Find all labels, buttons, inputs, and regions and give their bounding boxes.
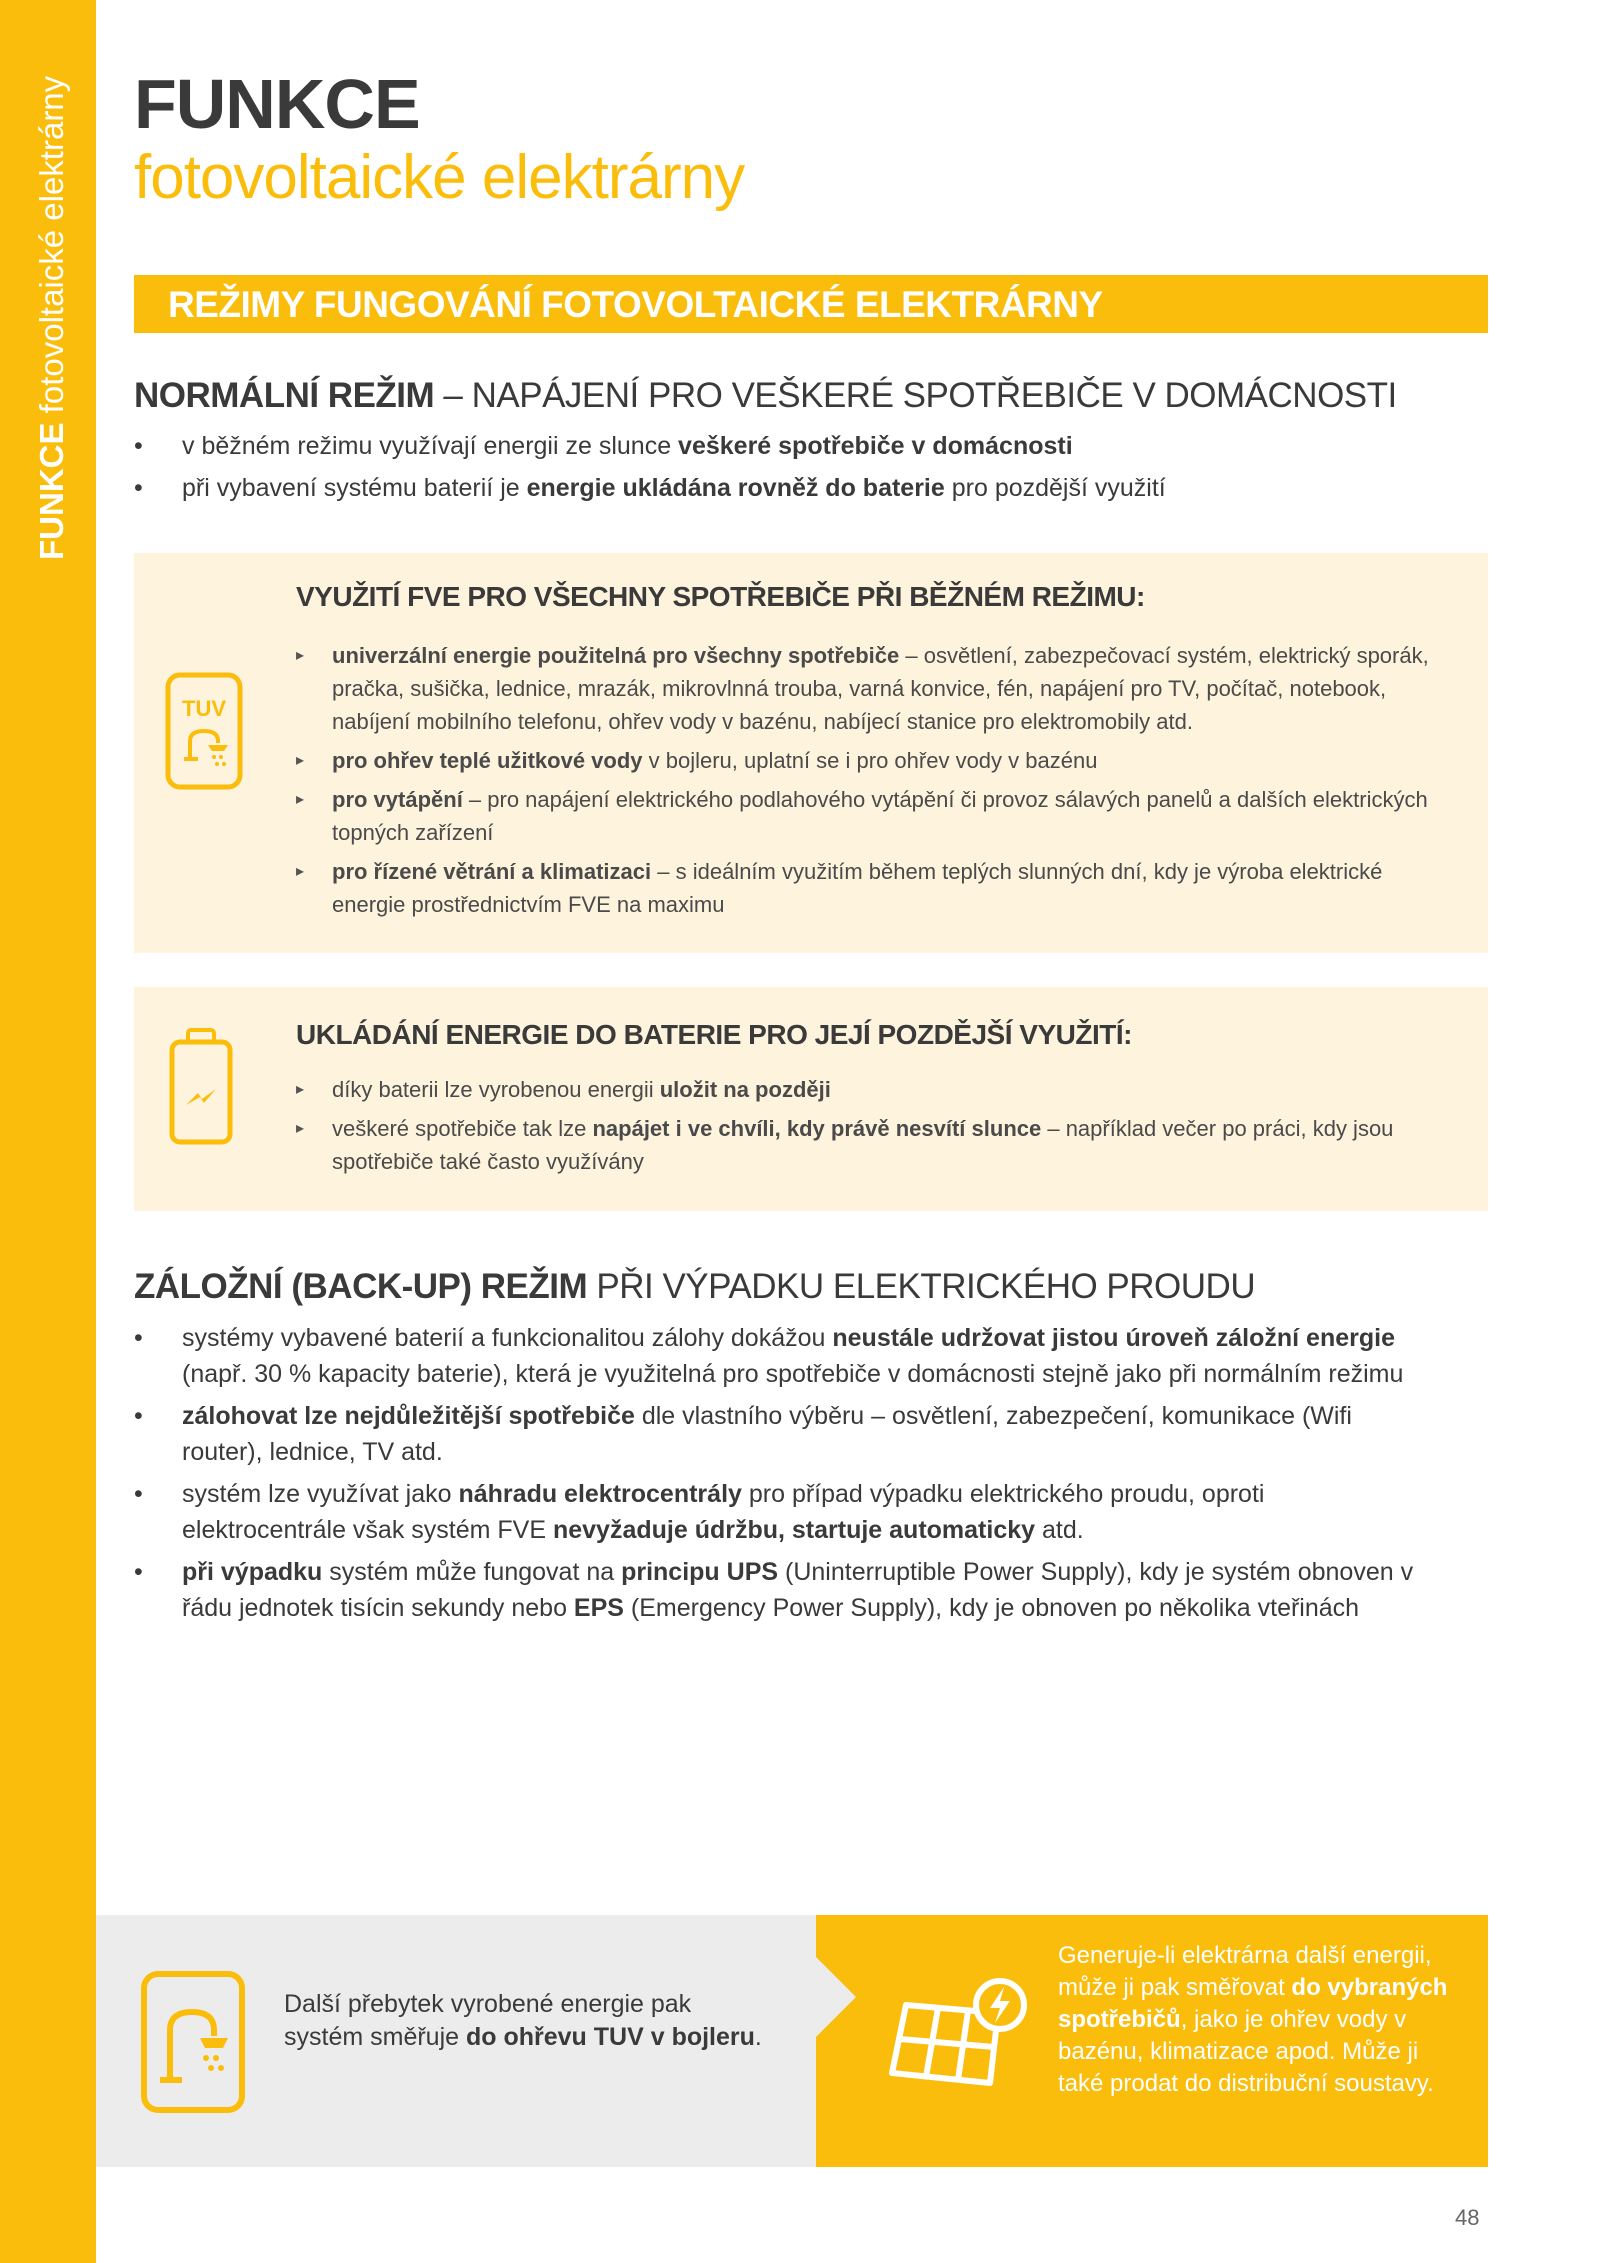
- panel-arrow: [816, 1957, 856, 2037]
- bold-text: uložit na později: [659, 1077, 831, 1102]
- page-number: 48: [1455, 2205, 1480, 2230]
- list-item: [134, 1554, 1434, 1626]
- gray-panel-text: [284, 1988, 764, 2054]
- text: – například večer po práci, kdy jsou spotřebiče také často využívány: [332, 1116, 1394, 1174]
- bold-text: veškeré spotřebiče v domácnosti: [678, 432, 1073, 460]
- bold-text: neustále udržovat jistou úroveň záložní energie: [832, 1324, 1395, 1352]
- text: systémy vybavené baterií a funkcionalitou zálohy dokážou: [182, 1324, 833, 1352]
- text: systém může fungovat na: [322, 1558, 622, 1586]
- battery-storage-list: [296, 1073, 1446, 1184]
- side-title: [34, 40, 70, 560]
- text: v běžném režimu využívají energii ze slunce: [182, 432, 679, 460]
- bold-text: zálohovat lze nejdůležitější spotřebiče: [182, 1402, 635, 1430]
- list-item: [296, 744, 1446, 777]
- text: dle vlastního výběru – osvětlení, zabezpečení, komunikace (Wifi router), lednice, TV atd.: [182, 1402, 1352, 1466]
- text: Další přebytek vyrobené energie pak systém směřuje: [284, 1990, 692, 2051]
- text: systém lze využívat jako: [182, 1480, 459, 1508]
- bold-text: energie ukládána rovněž do baterie: [526, 474, 945, 502]
- text: díky baterii lze vyrobenou energii: [332, 1077, 660, 1102]
- text: – pro napájení elektrického podlahového vytápění či provoz sálavých panelů a dalších elektrických topných zařízení: [332, 787, 1428, 845]
- list-item: [296, 1112, 1446, 1178]
- solar-panel-icon: [882, 1975, 1032, 2093]
- bold-text: principu UPS: [621, 1558, 779, 1586]
- list-item: [134, 1398, 1434, 1470]
- tuv-label: TUV: [182, 696, 226, 721]
- page-title: FUNKCE: [134, 65, 420, 143]
- backup-mode-heading: [134, 1265, 1255, 1309]
- fve-usage-heading: VYUŽITÍ FVE PRO VŠECHNY SPOTŘEBIČE PŘI BĚŽNÉM REŽIMU:: [296, 581, 1145, 612]
- page-subtitle: fotovoltaické elektrárny: [134, 143, 745, 212]
- banner-text: REŽIMY FUNGOVÁNÍ FOTOVOLTAICKÉ ELEKTRÁRNY: [168, 284, 1103, 325]
- backup-heading-rest: PŘI VÝPADKU ELEKTRICKÉHO PROUDU: [587, 1267, 1256, 1306]
- fve-usage-box: [134, 553, 1488, 953]
- text: (Uninterruptible Power Supply), kdy je systém obnoven v řádu jednotek tisícin sekundy nebo: [182, 1558, 1414, 1622]
- side-title-light: fotovoltaické elektrárny: [33, 75, 70, 414]
- text: veškeré spotřebiče tak lze: [332, 1116, 593, 1141]
- text: při vybavení systému baterií je: [182, 474, 527, 502]
- bold-text: napájet i ve chvíli, kdy právě nesvítí slunce: [592, 1116, 1042, 1141]
- bold-text: EPS: [573, 1594, 624, 1622]
- list-item: [134, 428, 1464, 464]
- bold-text: do ohřevu TUV v bojleru: [465, 2023, 755, 2051]
- battery-icon: [168, 1027, 234, 1147]
- boiler-shower-icon: [140, 1970, 246, 2114]
- fve-usage-list: [296, 639, 1446, 927]
- list-item: [296, 639, 1446, 738]
- backup-heading-bold: ZÁLOŽNÍ (BACK-UP) REŽIM: [134, 1267, 588, 1306]
- text: – osvětlení, zabezpečovací systém, elektrický sporák, pračka, sušička, lednice, mrazák, mikrovlnná trouba, varná konvice, fén, napájení pro TV, počítač, notebook, nabíjení mobilního telefonu, ohřev vody v bazénu, nabíjecí stanice pro elektromobily atd.: [332, 643, 1429, 734]
- bold-text: při výpadku: [182, 1558, 323, 1586]
- bold-text: do vybraných spotřebičů: [1058, 1974, 1448, 2033]
- text: v bojleru, uplatní se i pro ohřev vody v bazénu: [642, 748, 1098, 773]
- side-bar: [0, 0, 96, 2263]
- backup-mode-list: [134, 1320, 1434, 1632]
- normal-mode-list: [134, 428, 1464, 512]
- text: Generuje-li elektrárna další energii, může ji pak směřovat: [1058, 1942, 1432, 2001]
- section-banner: [134, 275, 1488, 333]
- normal-heading-rest: – NAPÁJENÍ PRO VEŠKERÉ SPOTŘEBIČE V DOMÁCNOSTI: [434, 376, 1397, 415]
- bold-text: univerzální energie použitelná pro všechny spotřebiče: [332, 643, 900, 668]
- bold-text: náhradu elektrocentrály: [458, 1480, 742, 1508]
- list-item: [134, 1476, 1434, 1548]
- list-item: [296, 1073, 1446, 1106]
- text: atd.: [1035, 1516, 1084, 1544]
- list-item: [134, 1320, 1434, 1392]
- bold-text: pro ohřev teplé užitkové vody: [332, 748, 643, 773]
- list-item: [296, 855, 1446, 921]
- battery-storage-box: [134, 987, 1488, 1211]
- list-item: [296, 783, 1446, 849]
- text: – s ideálním využitím během teplých slunných dní, kdy je výroba elektrické energie prostřednictvím FVE na maximu: [332, 859, 1383, 917]
- battery-storage-heading: UKLÁDÁNÍ ENERGIE DO BATERIE PRO JEJÍ POZDĚJŠÍ VYUŽITÍ:: [296, 1019, 1132, 1050]
- text: (např. 30 % kapacity baterie), která je využitelná pro spotřebiče v domácnosti stejně jako při normálním režimu: [182, 1360, 1404, 1388]
- yellow-panel-text: [1058, 1940, 1468, 2100]
- bold-text: nevyžaduje údržbu, startuje automaticky: [552, 1516, 1036, 1544]
- bold-text: pro řízené větrání a klimatizaci: [332, 859, 652, 884]
- text: pro pozdější využití: [944, 474, 1166, 502]
- tuv-boiler-icon: [164, 671, 244, 791]
- text: pro případ výpadku elektrického proudu, oproti elektrocentrále však systém FVE: [182, 1480, 1265, 1544]
- text: , jako je ohřev vody v bazénu, klimatizace apod. Může ji také prodat do distribuční soustavy.: [1058, 2006, 1434, 2097]
- text: (Emergency Power Supply), kdy je obnoven po několika vteřinách: [623, 1594, 1360, 1622]
- normal-mode-heading: [134, 374, 1397, 418]
- text: .: [754, 2023, 762, 2051]
- side-title-bold: FUNKCE: [33, 422, 70, 560]
- list-item: [134, 470, 1464, 506]
- bold-text: pro vytápění: [332, 787, 463, 812]
- normal-heading-bold: NORMÁLNÍ REŽIM: [134, 376, 435, 415]
